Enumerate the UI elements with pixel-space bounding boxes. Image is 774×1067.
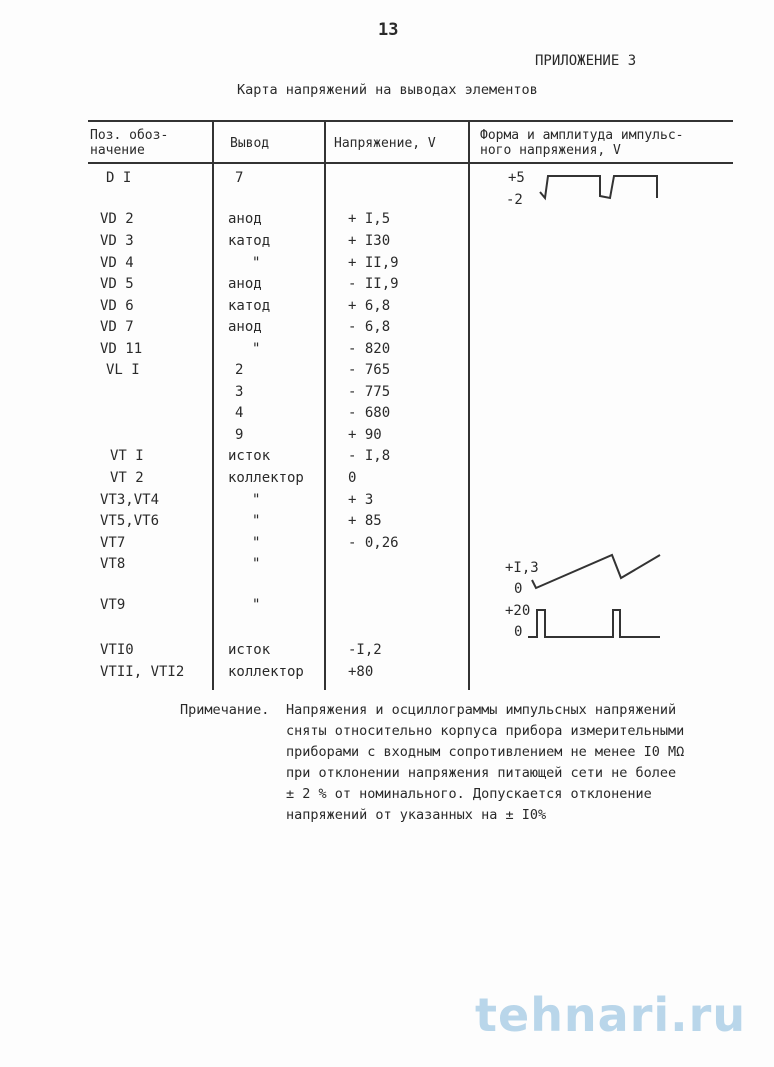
appendix-label: ПРИЛОЖЕНИЕ 3 [535, 53, 637, 69]
note-label: Примечание. [180, 702, 270, 718]
row-voltage: -I,2 [348, 642, 382, 658]
row-pin: 4 [235, 405, 244, 421]
row-position: VT8 [100, 556, 126, 572]
row-voltage: + 90 [348, 427, 382, 443]
svg-text:0: 0 [514, 581, 523, 597]
row-voltage: - 0,26 [348, 535, 399, 551]
row-pin: " [252, 535, 261, 551]
row-position: VD 3 [100, 233, 134, 249]
row-pin: 3 [235, 384, 244, 400]
row-pin: коллектор [228, 470, 304, 486]
row-position: VT I [110, 448, 144, 464]
row-pin: " [252, 597, 261, 613]
row-voltage: 0 [348, 470, 357, 486]
row-position: VT 2 [110, 470, 144, 486]
watermark-logo: tehnari.ru [475, 988, 747, 1042]
vt9-waveform [500, 600, 670, 640]
row-position: VD 11 [100, 341, 143, 357]
table-title: Карта напряжений на выводах элементов [237, 82, 538, 98]
row-pin: " [252, 556, 261, 572]
header-voltage: Напряжение, V [334, 136, 436, 151]
row-pin: анод [228, 276, 262, 292]
header-form: Форма и амплитуда импульс- ного напряжения, V [480, 128, 684, 158]
row-pin: исток [228, 448, 271, 464]
row-voltage: - 775 [348, 384, 391, 400]
row-pin: 2 [235, 362, 244, 378]
row-voltage: - 6,8 [348, 319, 391, 335]
row-pin: исток [228, 642, 271, 658]
row-pin: катод [228, 298, 271, 314]
row-pin: " [252, 492, 261, 508]
row-position: D I [106, 170, 132, 186]
row-position: VL I [106, 362, 140, 378]
row-position: VTI0 [100, 642, 134, 658]
row-pin: анод [228, 211, 262, 227]
page-number: 13 [378, 20, 399, 40]
row-pin: " [252, 341, 261, 357]
row-position: VD 2 [100, 211, 134, 227]
row-pin: " [252, 255, 261, 271]
row-voltage: +80 [348, 664, 374, 680]
svg-text:+20: +20 [505, 603, 531, 619]
row-position: VD 7 [100, 319, 134, 335]
row-voltage: - 680 [348, 405, 391, 421]
row-position: VD 4 [100, 255, 134, 271]
row-voltage: - I,8 [348, 448, 391, 464]
row-position: VTII, VTI2 [100, 664, 185, 680]
row-voltage: - II,9 [348, 276, 399, 292]
row-voltage: + 85 [348, 513, 382, 529]
row-position: VD 5 [100, 276, 134, 292]
header-pos: Поз. обоз- начение [90, 128, 169, 158]
row-position: VT9 [100, 597, 126, 613]
row-position: VT7 [100, 535, 126, 551]
row-pin: 7 [235, 170, 244, 186]
svg-text:0: 0 [514, 624, 523, 640]
row-pin: коллектор [228, 664, 304, 680]
row-voltage: + 6,8 [348, 298, 391, 314]
row-voltage: + 3 [348, 492, 374, 508]
row-pin: анод [228, 319, 262, 335]
row-voltage: - 820 [348, 341, 391, 357]
row-voltage: - 765 [348, 362, 391, 378]
svg-text:-2: -2 [506, 192, 523, 208]
row-pin: 9 [235, 427, 244, 443]
row-position: VT3,VT4 [100, 492, 160, 508]
vt8-waveform [500, 550, 670, 600]
row-voltage: + I,5 [348, 211, 391, 227]
row-pin: " [252, 513, 261, 529]
row-pin: катод [228, 233, 271, 249]
note-text: Напряжения и осциллограммы импульсных напряжений сняты относительно корпуса прибора измерительными приборами с входным сопротивлением не менее I0 МΩ при отклонении напряжения питающей сети не более ± 2 % от номинального. Допускается отклонение напряжений от указанных на ± I0% [286, 702, 685, 823]
row-voltage: + II,9 [348, 255, 399, 271]
svg-text:+I,3: +I,3 [505, 560, 539, 576]
d1-waveform [500, 168, 670, 208]
row-position: VD 6 [100, 298, 134, 314]
row-voltage: + I30 [348, 233, 391, 249]
row-position: VT5,VT6 [100, 513, 160, 529]
svg-text:+5: +5 [508, 170, 525, 186]
header-pin: Вывод [230, 136, 270, 151]
